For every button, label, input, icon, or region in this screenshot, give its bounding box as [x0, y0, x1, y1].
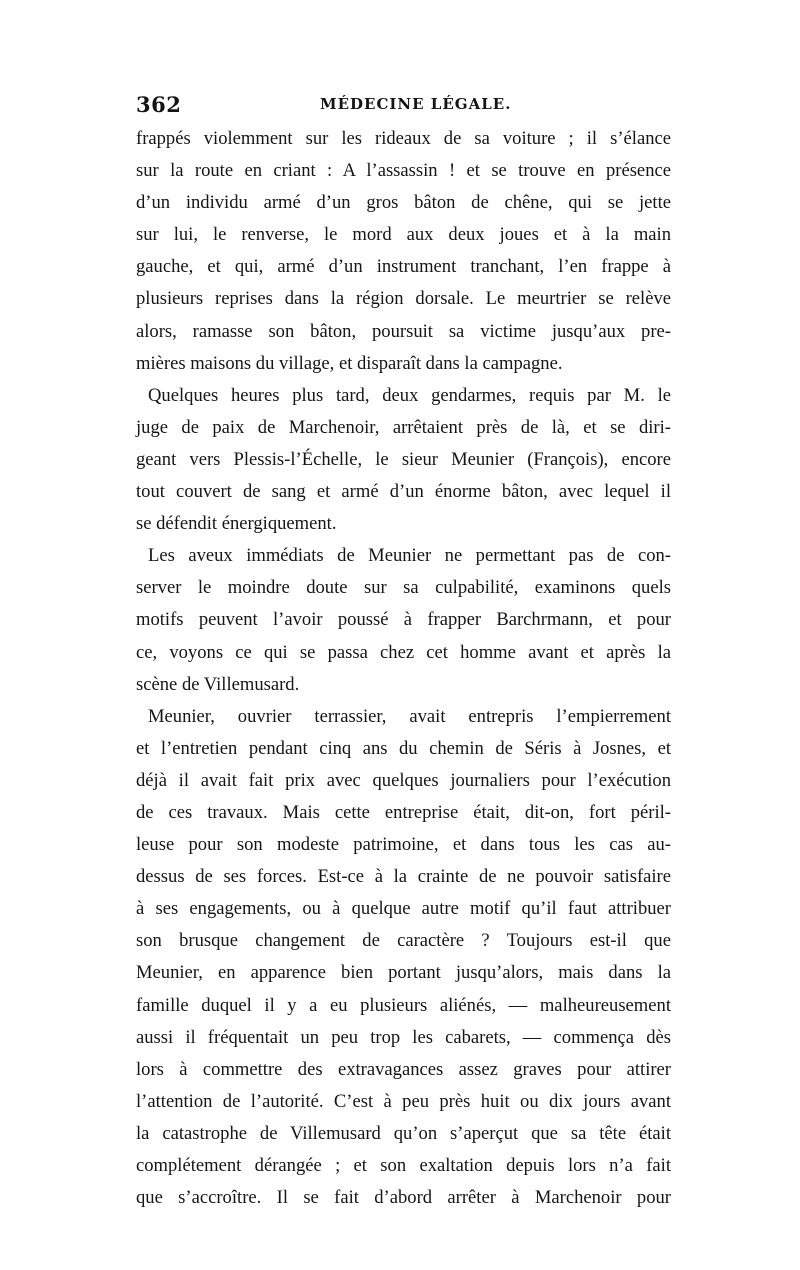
text-line: aussi il fréquentait un peu trop les cabarets, — commença dès: [136, 1026, 671, 1048]
text-line: Quelques heures plus tard, deux gendarmes, requis par M. le: [148, 384, 671, 406]
text-line: Meunier, en apparence bien portant jusqu’alors, mais dans la: [136, 962, 671, 984]
text-line: Les aveux immédiats de Meunier ne permettant pas de con-: [148, 545, 671, 567]
running-title: MÉDECINE LÉGALE.: [320, 95, 512, 113]
text-line: alors, ramasse son bâton, poursuit sa victime jusqu’aux pre-: [136, 320, 671, 342]
text-line: la catastrophe de Villemusard qu’on s’aperçut que sa tête était: [136, 1122, 671, 1144]
text-line: ce, voyons ce qui se passa chez cet homme avant et après la: [136, 641, 671, 663]
text-line: gauche, et qui, armé d’un instrument tranchant, l’en frappe à: [136, 256, 671, 278]
text-line: se défendit énergiquement.: [136, 513, 337, 535]
text-line: Meunier, ouvrier terrassier, avait entrepris l’empierrement: [148, 705, 671, 727]
paragraph: [136, 380, 671, 540]
text-line: l’attention de l’autorité. C’est à peu près huit ou dix jours avant: [136, 1090, 671, 1112]
text-line: sur la route en criant : A l’assassin ! et se trouve en présence: [136, 160, 671, 182]
page-header: [136, 92, 671, 122]
text-line: mières maisons du village, et disparaît dans la campagne.: [136, 352, 563, 374]
text-line: frappés violemment sur les rideaux de sa voiture ; il s’élance: [136, 128, 671, 149]
text-line: leuse pour son modeste patrimoine, et dans tous les cas au-: [136, 834, 671, 856]
text-line: tout couvert de sang et armé d’un énorme bâton, avec lequel il: [136, 481, 671, 503]
text-line: famille duquel il y a eu plusieurs aliénés, — malheureusement: [136, 994, 671, 1016]
text-line: et l’entretien pendant cinq ans du chemin de Séris à Josnes, et: [136, 737, 671, 759]
text-line: scène de Villemusard.: [136, 673, 300, 695]
text-line: que s’accroître. Il se fait d’abord arrêter à Marchenoir pour: [136, 1187, 671, 1209]
text-line: lors à commettre des extravagances assez graves pour attirer: [136, 1058, 671, 1080]
text-line: plusieurs reprises dans la région dorsale. Le meurtrier se relève: [136, 288, 671, 310]
text-line: à ses engagements, ou à quelque autre motif qu’il faut attribuer: [136, 898, 671, 920]
text-line: déjà il avait fait prix avec quelques journaliers pour l’exécution: [136, 769, 671, 791]
text-line: server le moindre doute sur sa culpabilité, examinons quels: [136, 577, 671, 599]
text-line: d’un individu armé d’un gros bâton de chêne, qui se jette: [136, 192, 671, 214]
text-line: sur lui, le renverse, le mord aux deux joues et à la main: [136, 224, 671, 246]
paragraph: [136, 701, 671, 1215]
body-text: [136, 123, 671, 1214]
paragraph: [136, 540, 671, 700]
text-line: complétement dérangée ; et son exaltation depuis lors n’a fait: [136, 1155, 671, 1176]
text-line: son brusque changement de caractère ? Toujours est-il que: [136, 930, 671, 952]
text-line: geant vers Plessis-l’Échelle, le sieur Meunier (François), encore: [136, 448, 671, 470]
text-line: motifs peuvent l’avoir poussé à frapper Barchrmann, et pour: [136, 609, 671, 631]
text-line: dessus de ses forces. Est-ce à la crainte de ne pouvoir satisfaire: [136, 866, 671, 888]
page-number: 362: [136, 92, 182, 117]
text-line: de ces travaux. Mais cette entreprise était, dit-on, fort péril-: [136, 801, 671, 823]
paragraph: [136, 123, 671, 380]
text-line: juge de paix de Marchenoir, arrêtaient près de là, et se diri-: [136, 416, 671, 438]
